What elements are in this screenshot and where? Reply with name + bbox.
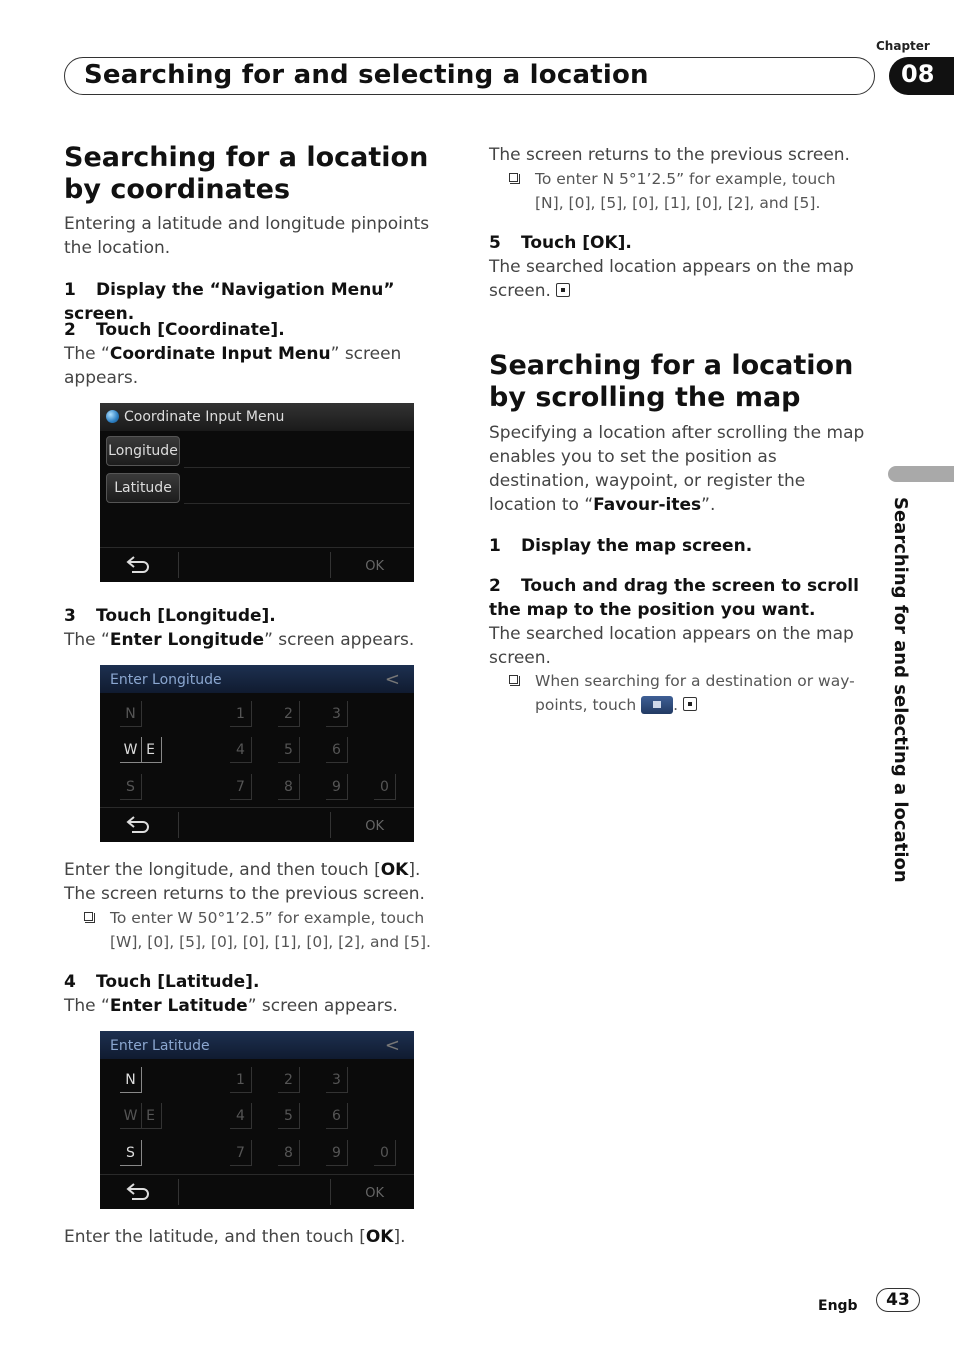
screen-bottom-bar — [100, 547, 414, 582]
chapter-number-badge: 08 — [889, 57, 954, 95]
key-e[interactable]: E — [140, 737, 162, 763]
key-4[interactable]: 4 — [230, 737, 252, 763]
key-2[interactable]: 2 — [278, 1067, 300, 1093]
key-5[interactable]: 5 — [278, 1103, 300, 1129]
coordinate-input-menu-screenshot — [100, 403, 414, 582]
screen-bottom-bar — [100, 1174, 414, 1209]
step-5: 5 Touch [OK]. — [489, 233, 632, 253]
key-2[interactable]: 2 — [278, 701, 300, 727]
key-9[interactable]: 9 — [326, 1140, 348, 1166]
step-3: 3 Touch [Longitude]. — [64, 606, 276, 626]
enter-longitude-screenshot — [100, 665, 414, 842]
longitude-button[interactable]: Longitude — [106, 436, 180, 466]
screen-title-bar: Enter Longitude < — [100, 665, 414, 693]
back-icon[interactable] — [126, 815, 152, 835]
destination-flag-icon — [641, 696, 673, 714]
side-tab-marker — [888, 466, 954, 482]
enter-latitude-screenshot — [100, 1031, 414, 1209]
page-number: 43 — [876, 1288, 920, 1312]
key-s[interactable]: S — [120, 774, 142, 800]
note-destination: When searching for a destination or way-points, touch . — [509, 669, 869, 717]
key-7[interactable]: 7 — [230, 1140, 252, 1166]
scrolling-intro: Specifying a location after scrolling the map enables you to set the position as destination, waypoint, or register the location to “Favour-ites”. — [489, 423, 865, 515]
section-heading-scrolling: Searching for a location by scrolling the map — [489, 350, 854, 413]
key-8[interactable]: 8 — [278, 774, 300, 800]
note-longitude-example: To enter W 50°1’2.5” for example, touch [W], [0], [5], [0], [0], [1], [0], [2], and [5]. — [84, 906, 454, 954]
key-1[interactable]: 1 — [230, 1067, 252, 1093]
screen-bottom-bar — [100, 807, 414, 842]
key-8[interactable]: 8 — [278, 1140, 300, 1166]
right-top-line: The screen returns to the previous screen. — [489, 145, 850, 165]
ok-button[interactable]: OK — [365, 559, 384, 574]
step-3-desc: The “Enter Longitude” screen appears. — [64, 630, 415, 650]
key-5[interactable]: 5 — [278, 737, 300, 763]
key-w[interactable]: W — [120, 1103, 142, 1129]
step-1: 1 Display the “Navigation Menu” screen. — [64, 280, 395, 324]
note-latitude-example: To enter N 5°1’2.5” for example, touch [N], [0], [5], [0], [1], [0], [2], and [5]. — [509, 167, 869, 215]
language-label: Engb — [818, 1298, 858, 1314]
screen-title-bar: Coordinate Input Menu — [100, 403, 414, 431]
key-0[interactable]: 0 — [374, 774, 396, 800]
ok-button[interactable]: OK — [365, 1186, 384, 1201]
globe-icon — [106, 410, 119, 423]
key-6[interactable]: 6 — [326, 1103, 348, 1129]
key-1[interactable]: 1 — [230, 701, 252, 727]
step-4: 4 Touch [Latitude]. — [64, 972, 260, 992]
step-2: 2 Touch [Coordinate]. — [64, 320, 285, 340]
scroll-step-1: 1 Display the map screen. — [489, 536, 753, 556]
key-n[interactable]: N — [120, 701, 142, 727]
backspace-icon[interactable]: < — [384, 669, 400, 690]
key-3[interactable]: 3 — [326, 701, 348, 727]
key-e[interactable]: E — [140, 1103, 162, 1129]
scroll-step-2: 2 Touch and drag the screen to scroll the map to the position you want. — [489, 576, 859, 620]
intro-text: Entering a latitude and longitude pinpoints the location. — [64, 214, 430, 258]
backspace-icon[interactable]: < — [384, 1035, 400, 1056]
step-4-desc: The “Enter Latitude” screen appears. — [64, 996, 398, 1016]
side-tab-text: Searching for and selecting a location — [890, 497, 911, 883]
back-icon[interactable] — [126, 1182, 152, 1202]
latitude-button[interactable]: Latitude — [106, 473, 180, 503]
note-checkbox-icon — [509, 675, 518, 684]
chapter-label: Chapter — [876, 39, 930, 53]
key-7[interactable]: 7 — [230, 774, 252, 800]
scroll-step-2-desc: The searched location appears on the map screen. — [489, 624, 854, 668]
section-heading-coordinates: Searching for a location by coordinates — [64, 142, 429, 205]
after-step-3-text: Enter the longitude, and then touch [OK]. — [64, 860, 421, 880]
key-0[interactable]: 0 — [374, 1140, 396, 1166]
key-n[interactable]: N — [120, 1067, 142, 1093]
back-icon[interactable] — [126, 555, 152, 575]
end-mark-icon — [683, 697, 697, 711]
end-mark-icon — [556, 283, 570, 297]
step-2-desc: The “Coordinate Input Menu” screen appears. — [64, 344, 402, 388]
screen-title-bar: Enter Latitude < — [100, 1031, 414, 1059]
after-step-3-line2: The screen returns to the previous screen. — [64, 884, 425, 904]
key-3[interactable]: 3 — [326, 1067, 348, 1093]
key-w[interactable]: W — [120, 737, 142, 763]
page-header-title: Searching for and selecting a location — [84, 60, 649, 90]
after-step-4-text: Enter the latitude, and then touch [OK]. — [64, 1227, 406, 1247]
note-checkbox-icon — [84, 912, 93, 921]
key-9[interactable]: 9 — [326, 774, 348, 800]
note-checkbox-icon — [509, 173, 518, 182]
key-s[interactable]: S — [120, 1140, 142, 1166]
ok-button[interactable]: OK — [365, 819, 384, 834]
step-5-desc: The searched location appears on the map screen. — [489, 257, 854, 301]
key-6[interactable]: 6 — [326, 737, 348, 763]
key-4[interactable]: 4 — [230, 1103, 252, 1129]
